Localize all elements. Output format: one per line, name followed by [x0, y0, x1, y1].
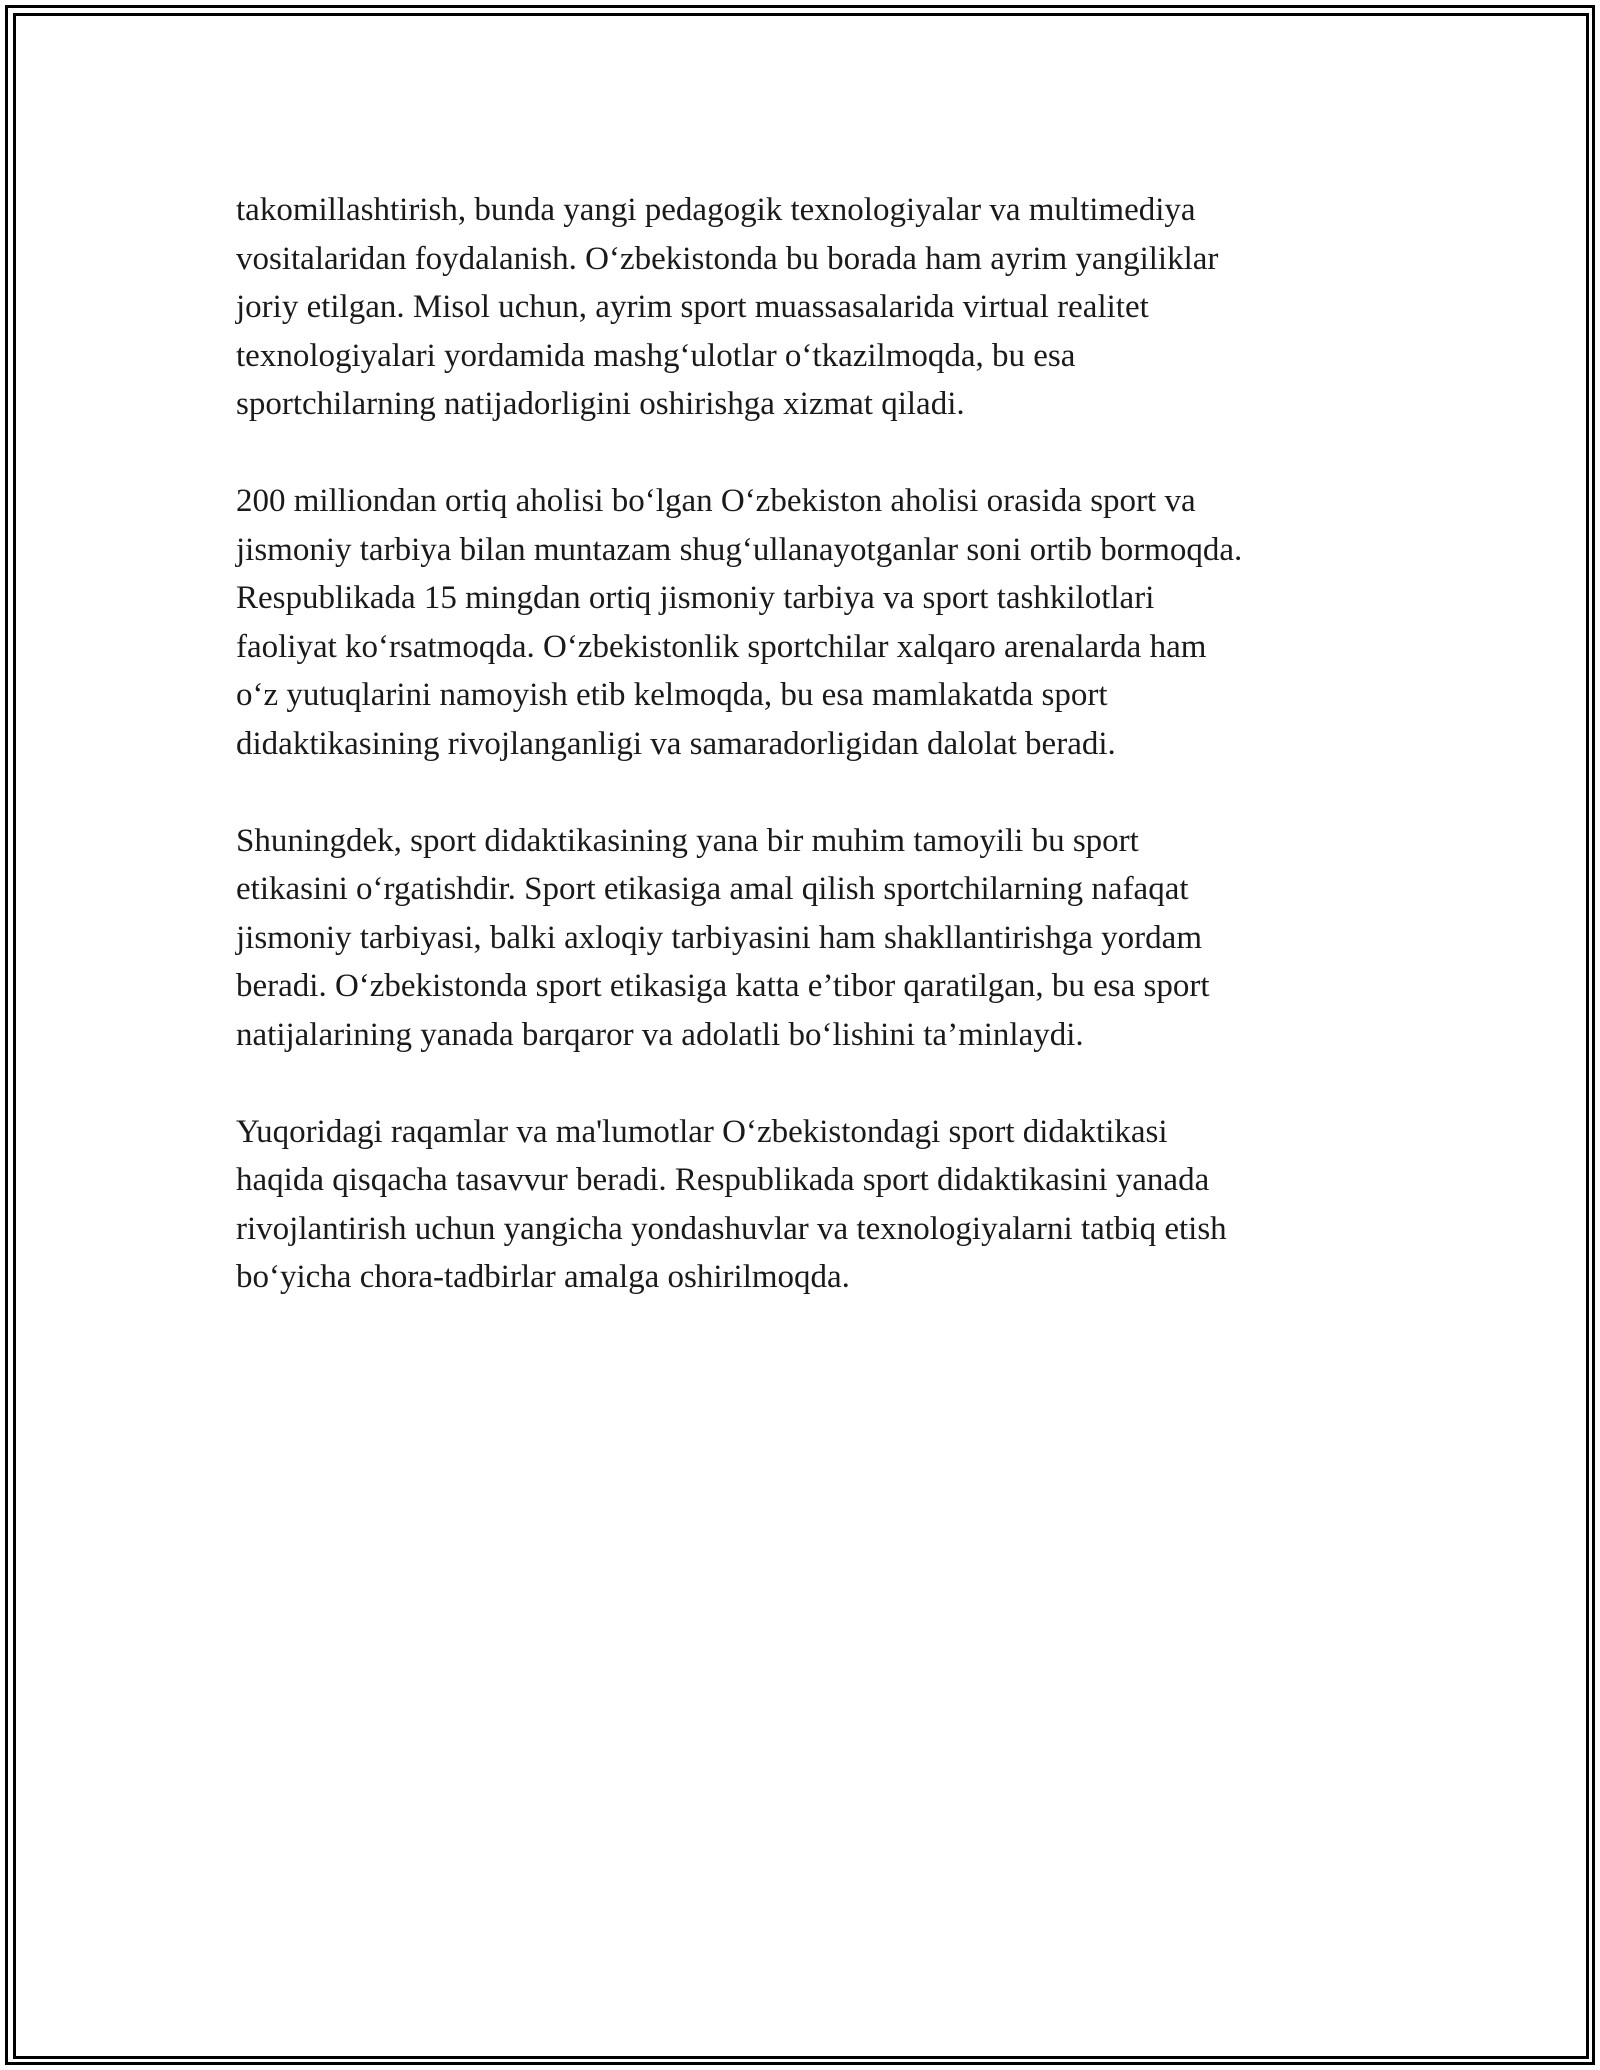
- text-line: vositalaridan foydalanish. O‘zbekistonda bu borada ham ayrim yangiliklar: [236, 240, 1219, 277]
- text-line: natijalarining yanada barqaror va adolatli bo‘lishini ta’minlaydi.: [236, 1016, 1084, 1053]
- text-line: 200 milliondan ortiq aholisi bo‘lgan O‘zbekiston aholisi orasida sport va: [236, 483, 1196, 519]
- text-line: sportchilarning natijadorligini oshirishga xizmat qiladi.: [236, 386, 965, 422]
- text-line: Respublikada 15 mingdan ortiq jismoniy tarbiya va sport tashkilotlari: [236, 580, 1155, 616]
- text-line: faoliyat ko‘rsatmoqda. O‘zbekistonlik sportchilar xalqaro arenalarda ham: [236, 628, 1207, 665]
- text-line: bo‘yicha chora-tadbirlar amalga oshirilmoqda.: [236, 1259, 850, 1295]
- paragraph-1: [236, 186, 1376, 429]
- text-line: haqida qisqacha tasavvur beradi. Respublikada sport didaktikasini yanada: [236, 1162, 1210, 1198]
- text-line: jismoniy tarbiya bilan muntazam shug‘ullanayotganlar soni ortib bormoqda.: [236, 531, 1243, 568]
- text-line: takomillashtirish, bunda yangi pedagogik texnologiyalar va multimediya: [236, 192, 1196, 228]
- text-line: beradi. O‘zbekistonda sport etikasiga katta e’tibor qaratilgan, bu esa sport: [236, 968, 1210, 1004]
- text-line: etikasini o‘rgatishdir. Sport etikasiga amal qilish sportchilarning nafaqat: [236, 871, 1189, 907]
- text-line: rivojlantirish uchun yangicha yondashuvlar va texnologiyalarni tatbiq etish: [236, 1210, 1227, 1247]
- text-line: texnologiyalari yordamida mashg‘ulotlar o‘tkazilmoqda, bu esa: [236, 337, 1076, 374]
- text-line: Yuqoridagi raqamlar va ma'lumotlar O‘zbekistondagi sport didaktikasi: [236, 1113, 1168, 1150]
- document-body: [236, 186, 1376, 1350]
- paragraph-2: [236, 477, 1376, 768]
- text-line: o‘z yutuqlarini namoyish etib kelmoqda, bu esa mamlakatda sport: [236, 677, 1108, 713]
- text-line: didaktikasining rivojlanganligi va samaradorligidan dalolat beradi.: [236, 725, 1116, 762]
- text-line: jismoniy tarbiyasi, balki axloqiy tarbiyasini ham shakllantirishga yordam: [236, 919, 1202, 956]
- text-line: Shuningdek, sport didaktikasining yana bir muhim tamoyili bu sport: [236, 822, 1139, 859]
- paragraph-4: [236, 1108, 1376, 1302]
- text-line: joriy etilgan. Misol uchun, ayrim sport muassasalarida virtual realitet: [236, 289, 1149, 325]
- paragraph-3: [236, 817, 1376, 1060]
